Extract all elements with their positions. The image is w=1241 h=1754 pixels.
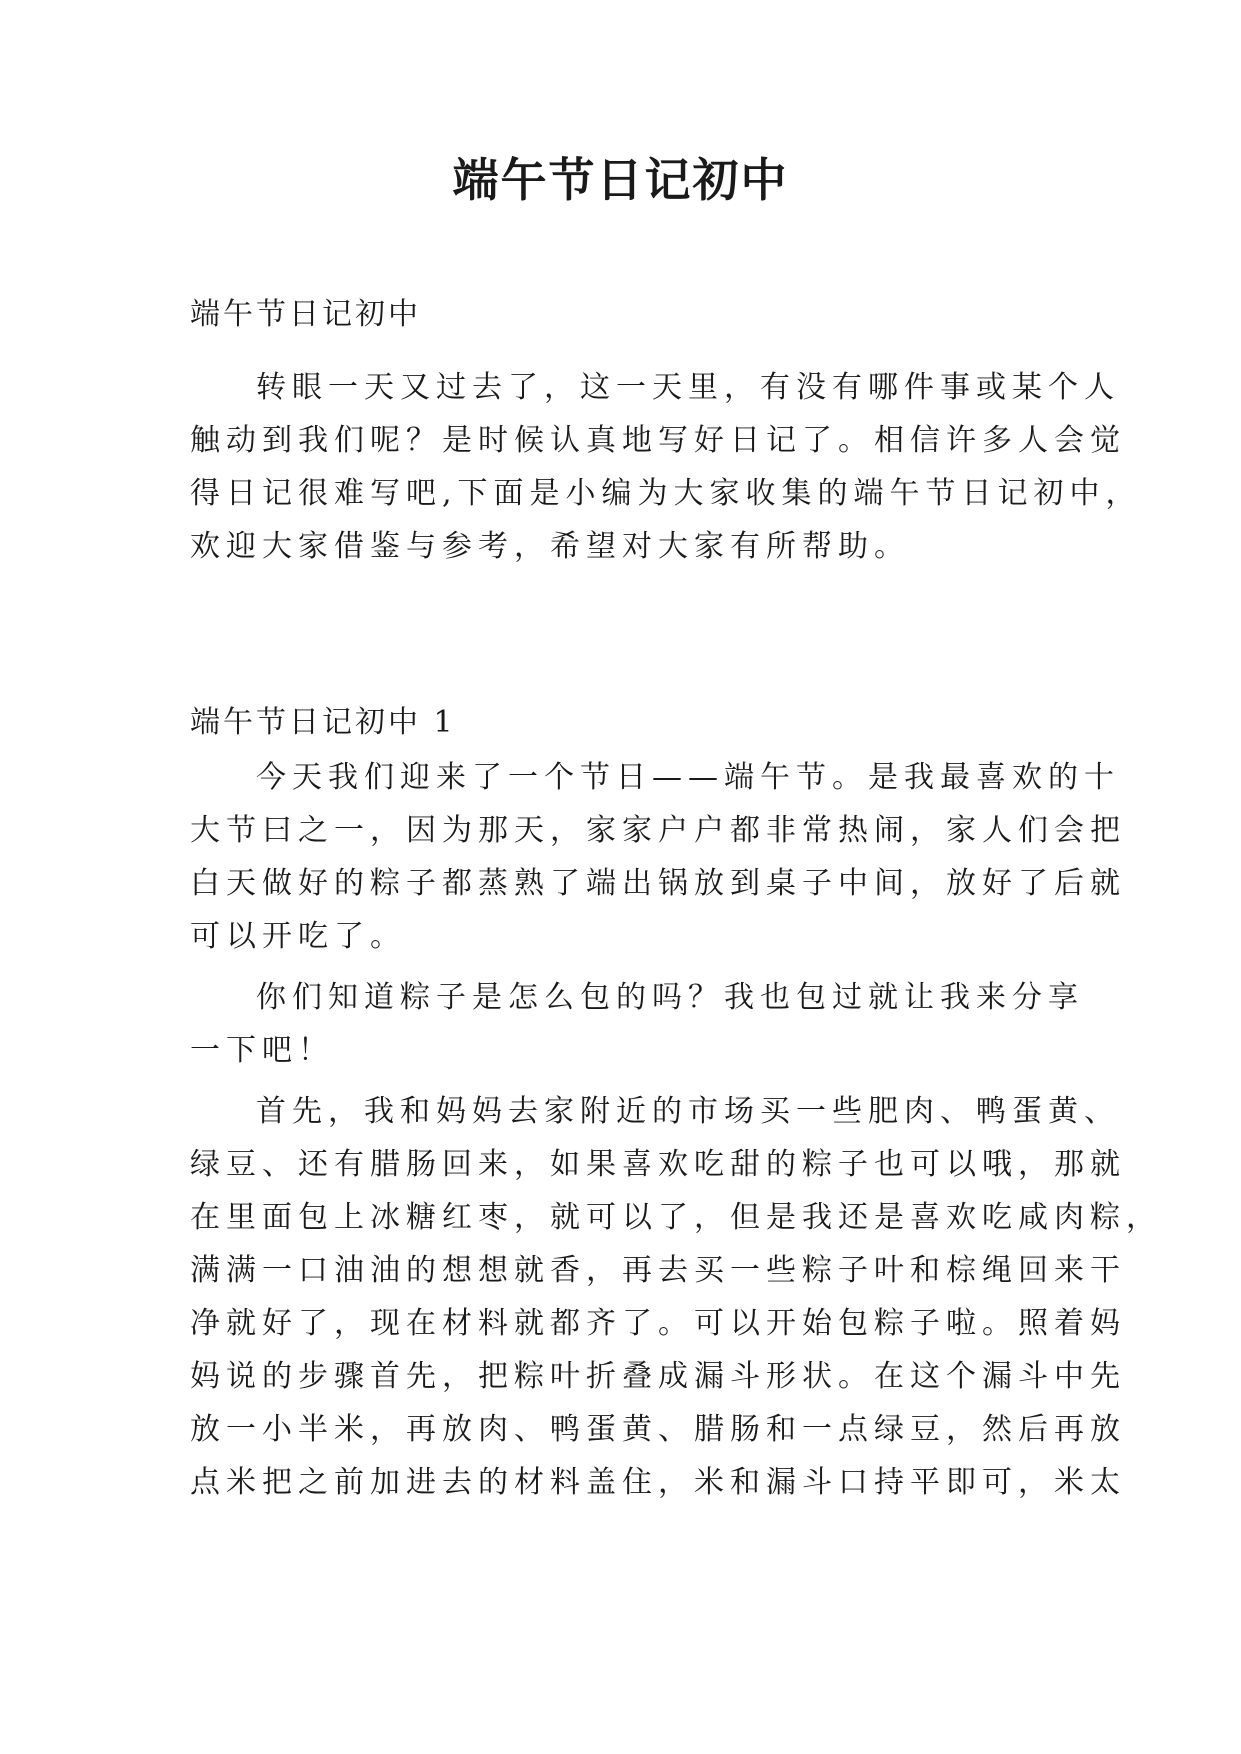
paragraph-line: 一下吧！ [190,1033,334,1068]
paragraph-line: 今天我们迎来了一个节日——端午节。是我最喜欢的十 [256,760,1120,795]
paragraph-line: 绿豆、还有腊肠回来，如果喜欢吃甜的粽子也可以哦，那就 [190,1147,1126,1182]
paragraph-line: 可以开吃了。 [190,919,406,954]
paragraph-line: 首先，我和妈妈去家附近的市场买一些肥肉、鸭蛋黄、 [256,1094,1120,1129]
paragraph-line: 净就好了，现在材料就都齐了。可以开始包粽子啦。照着妈 [190,1306,1126,1341]
paragraph-line: 妈说的步骤首先，把粽叶折叠成漏斗形状。在这个漏斗中先 [190,1359,1126,1394]
intro-line: 触动到我们呢？是时候认真地写好日记了。相信许多人会觉 [190,423,1126,458]
document-subtitle: 端午节日记初中 [190,297,421,332]
paragraph-line: 在里面包上冰糖红枣，就可以了，但是我还是喜欢吃咸肉粽， [190,1200,1162,1235]
paragraph-line: 你们知道粽子是怎么包的吗？我也包过就让我来分享 [256,980,1084,1015]
intro-line: 转眼一天又过去了，这一天里，有没有哪件事或某个人 [256,370,1120,405]
section-heading: 端午节日记初中 1 [190,705,456,740]
paragraph-line: 放一小半米，再放肉、鸭蛋黄、腊肠和一点绿豆，然后再放 [190,1412,1126,1447]
intro-line: 欢迎大家借鉴与参考，希望对大家有所帮助。 [190,529,910,564]
paragraph-line: 满满一口油油的想想就香，再去买一些粽子叶和棕绳回来干 [190,1253,1126,1288]
document-title: 端午节日记初中 [452,153,789,207]
paragraph-line: 点米把之前加进去的材料盖住，米和漏斗口持平即可，米太 [190,1465,1126,1500]
paragraph-line: 大节曰之一，因为那天，家家户户都非常热闹，家人们会把 [190,813,1126,848]
intro-line: 得日记很难写吧,下面是小编为大家收集的端午节日记初中， [190,476,1142,511]
paragraph-line: 白天做好的粽子都蒸熟了端出锅放到桌子中间，放好了后就 [190,866,1126,901]
